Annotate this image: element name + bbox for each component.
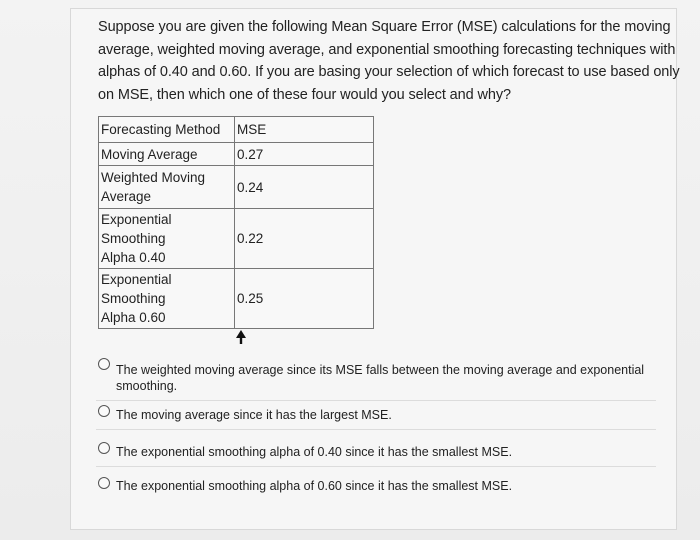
- mse-cell: 0.27: [235, 143, 374, 166]
- table-row: [99, 269, 374, 329]
- method-cell: [99, 143, 235, 166]
- table-row: [99, 166, 374, 209]
- table-row: [99, 209, 374, 269]
- answer-option-label: [116, 478, 656, 494]
- method-text: Alpha 0.60: [101, 310, 166, 325]
- answer-option-exp-smoothing-060[interactable]: [96, 467, 656, 500]
- header-mse: MSE: [235, 117, 374, 143]
- mse-cell: 0.25: [235, 269, 374, 329]
- method-text: Average: [101, 189, 152, 204]
- header-forecasting-method: Forecasting Method: [99, 117, 235, 143]
- method-text: Weighted Moving: [101, 170, 206, 185]
- answer-option-line: The moving average since it has the largest MSE.: [116, 408, 392, 422]
- answer-option-label: [116, 407, 656, 423]
- radio-button-unchecked-icon[interactable]: [98, 477, 110, 489]
- mse-cell: 0.22: [235, 209, 374, 269]
- method-text: Exponential Smoothing: [101, 272, 172, 306]
- answer-options: [96, 354, 656, 500]
- method-text: Exponential Smoothing: [101, 212, 172, 246]
- question-line: on MSE, then which one of these four would you select and why?: [98, 86, 511, 103]
- method-text: Alpha 0.40: [101, 250, 166, 265]
- question-line: average, weighted moving average, and exponential smoothing forecasting techniques with: [98, 41, 676, 58]
- mse-cell: 0.24: [235, 166, 374, 209]
- answer-option-label: [116, 362, 656, 394]
- method-cell: [99, 269, 235, 329]
- answer-option-line: The exponential smoothing alpha of 0.40 since it has the smallest MSE.: [116, 445, 513, 459]
- answer-option-line: The exponential smoothing alpha of 0.60 since it has the smallest MSE.: [116, 479, 513, 493]
- table-header-row: [99, 117, 374, 143]
- answer-option-line: smoothing.: [116, 379, 178, 393]
- answer-option-moving-average[interactable]: [96, 401, 656, 430]
- method-cell: [99, 209, 235, 269]
- answer-option-line: The weighted moving average since its MSE falls between the moving average and exponential: [116, 363, 645, 377]
- radio-button-unchecked-icon[interactable]: [98, 442, 110, 454]
- radio-button-unchecked-icon[interactable]: [98, 405, 110, 417]
- question-line: alphas of 0.40 and 0.60. If you are basing your selection of which forecast to use based only: [98, 64, 680, 80]
- method-cell: [99, 166, 235, 209]
- table-row: [99, 143, 374, 166]
- question-text: [98, 16, 680, 106]
- radio-button-unchecked-icon[interactable]: [98, 358, 110, 370]
- answer-option-label: [116, 444, 656, 460]
- mse-table: [98, 116, 374, 329]
- answer-option-weighted-moving-average[interactable]: [96, 354, 656, 401]
- answer-option-exp-smoothing-040[interactable]: [96, 430, 656, 467]
- question-line: Suppose you are given the following Mean Square Error (MSE) calculations for the moving: [98, 19, 671, 35]
- mouse-pointer-icon: [235, 330, 247, 344]
- method-text: Moving Average: [101, 146, 198, 162]
